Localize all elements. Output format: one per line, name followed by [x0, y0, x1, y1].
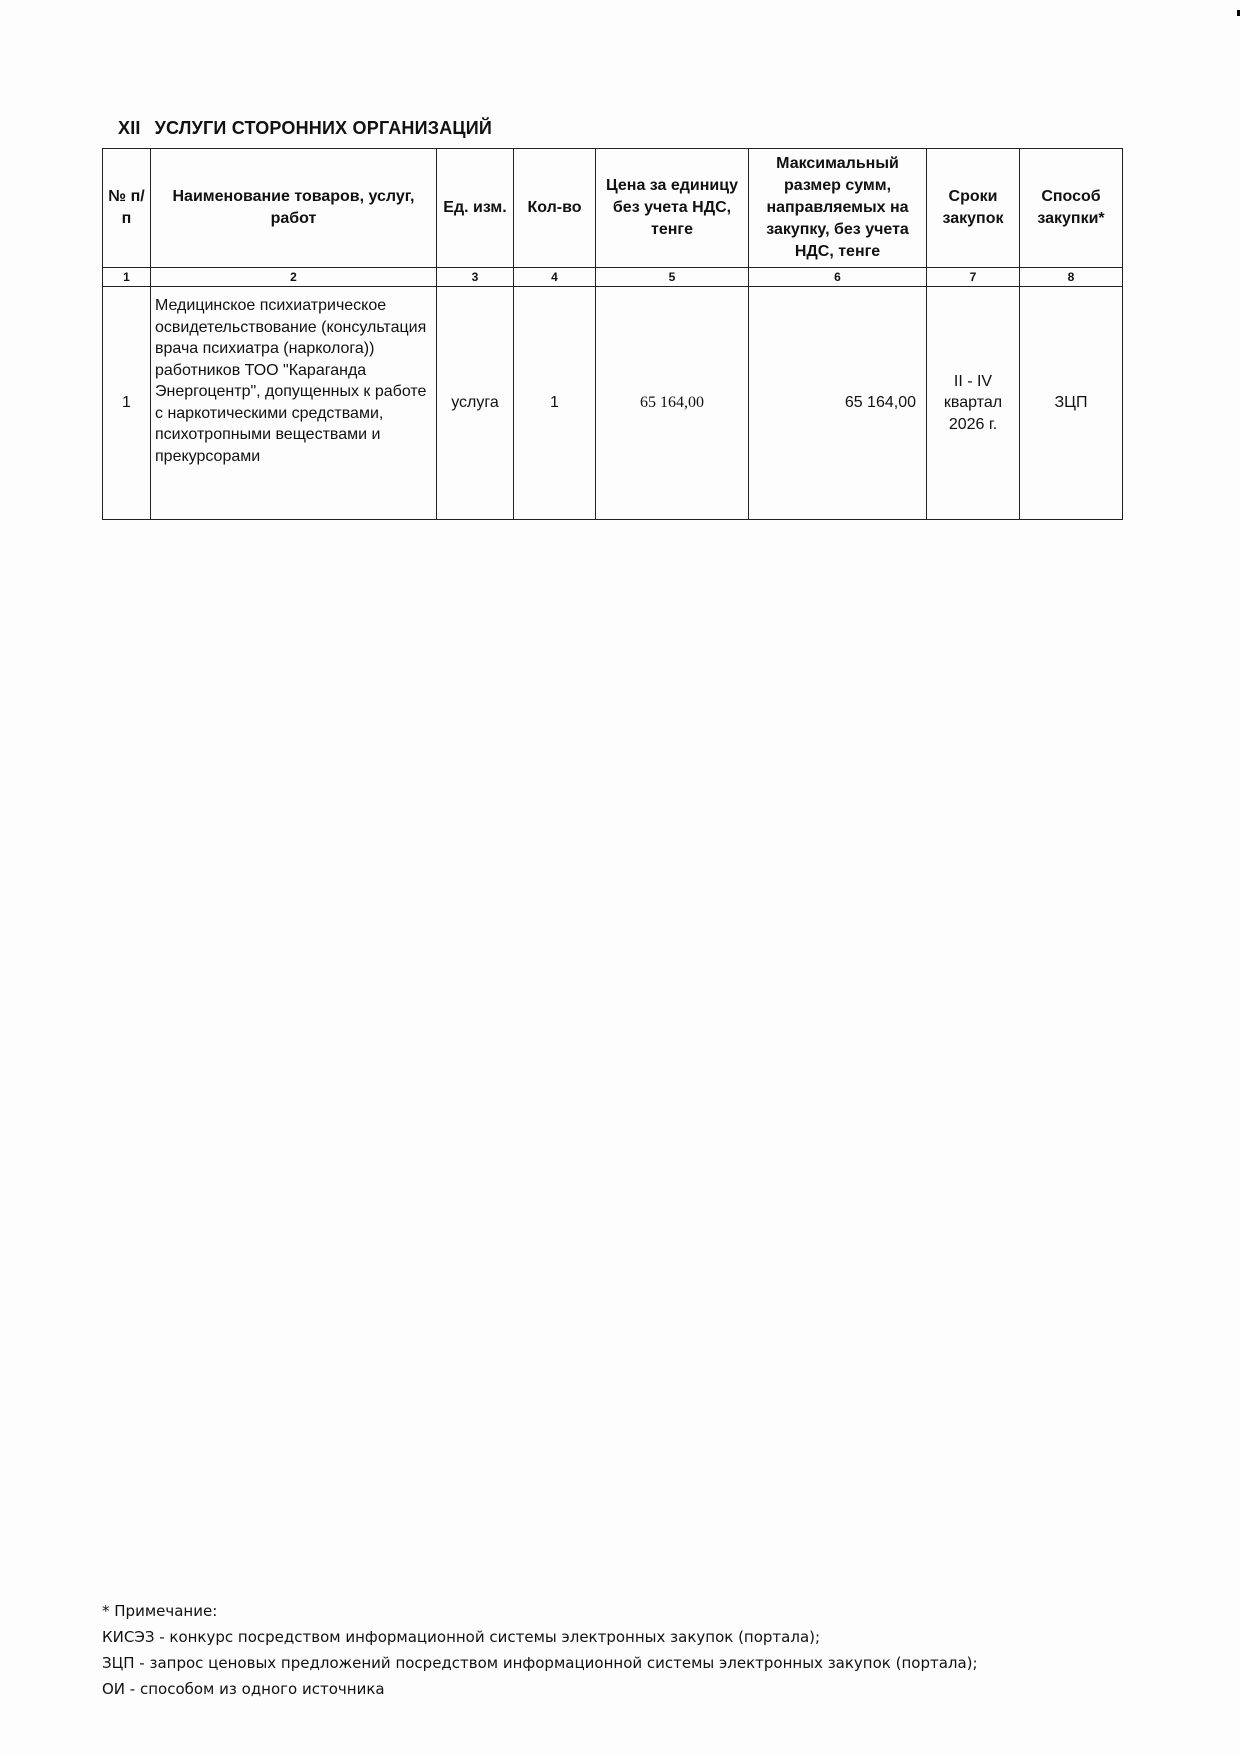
header-unit-price: Цена за единицу без учета НДС, тенге — [596, 149, 749, 268]
header-max-amount: Максимальный размер сумм, направляемых на закупку, без учета НДС, тенге — [749, 149, 927, 268]
header-qty: Кол-во — [514, 149, 596, 268]
header-unit: Ед. изм. — [437, 149, 514, 268]
cell-max-amount: 65 164,00 — [749, 287, 927, 520]
column-number: 7 — [927, 268, 1020, 287]
cell-method: ЗЦП — [1020, 287, 1123, 520]
column-number-row — [103, 268, 1123, 287]
section-heading — [118, 118, 492, 139]
column-number: 5 — [596, 268, 749, 287]
section-title: УСЛУГИ СТОРОННИХ ОРГАНИЗАЦИЙ — [154, 118, 493, 138]
header-method: Способ закупки* — [1020, 149, 1123, 268]
column-number: 8 — [1020, 268, 1123, 287]
footnote-line: ОИ - способом из одного источника — [102, 1680, 385, 1698]
footnote — [102, 1598, 978, 1702]
cell-no: 1 — [103, 287, 151, 520]
procurement-table — [102, 148, 1123, 520]
cell-qty: 1 — [514, 287, 596, 520]
cell-unit-price: 65 164,00 — [596, 287, 749, 520]
header-no: № п/п — [103, 149, 151, 268]
column-number: 6 — [749, 268, 927, 287]
cell-unit: услуга — [437, 287, 514, 520]
column-number: 3 — [437, 268, 514, 287]
column-number: 1 — [103, 268, 151, 287]
header-terms: Сроки закупок — [927, 149, 1020, 268]
footnote-line: ЗЦП - запрос ценовых предложений посредством информационной системы электронных закупок (портала); — [102, 1654, 978, 1672]
footnote-title: * Примечание: — [102, 1602, 218, 1620]
footnote-line: КИСЭЗ - конкурс посредством информационной системы электронных закупок (портала); — [102, 1628, 821, 1646]
column-number: 2 — [151, 268, 437, 287]
table-row — [103, 287, 1123, 520]
table-header-row — [103, 149, 1123, 268]
cell-name: Медицинское психиатрическое освидетельствование (консультация врача психиатра (нарколога)) работников ТОО "Караганда Энергоцентр", допущенных к работе с наркотическими средствами, психотропными веществами и прекурсорами — [151, 287, 437, 520]
column-number: 4 — [514, 268, 596, 287]
section-number: XII — [118, 118, 141, 138]
cell-terms: II - IV квартал 2026 г. — [927, 287, 1020, 520]
header-name: Наименование товаров, услуг, работ — [151, 149, 437, 268]
